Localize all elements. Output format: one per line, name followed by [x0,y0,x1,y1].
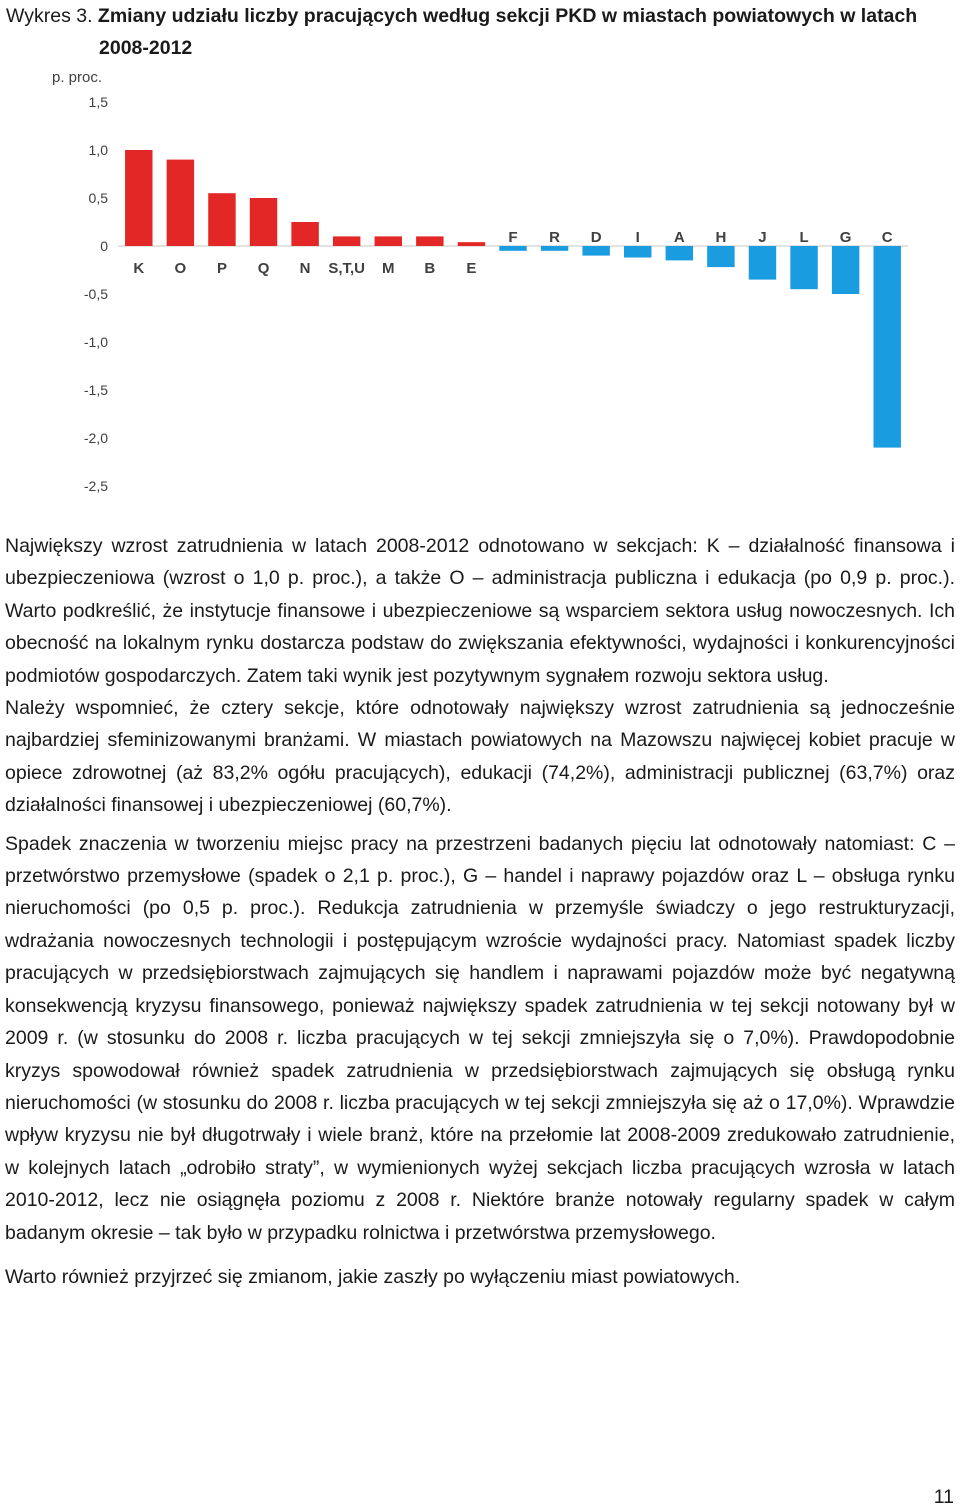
bar-chart [0,60,960,500]
y-axis-unit-label: p. proc. [52,69,103,86]
bar-e [458,242,485,246]
paragraph-4: Warto również przyjrzeć się zmianom, jakie zaszły po wyłączeniu miast powiatowych. [5,1265,741,1288]
y-tick-label: -0,5 [83,286,108,302]
y-tick-label: 0,5 [88,190,108,206]
category-label: I [635,229,640,246]
figure-title-line2: 2008-2012 [99,37,193,59]
bar-c [873,246,900,448]
category-label: B [424,260,436,277]
bar-stu [333,236,360,246]
category-label: N [299,260,311,277]
bar-r [541,246,568,251]
bar-l [790,246,817,289]
y-axis-ticks [84,94,108,494]
category-label: P [216,260,227,277]
figure-caption [6,0,956,64]
y-tick-label: 0 [100,238,108,254]
category-label: L [799,229,809,246]
y-tick-label: -1,5 [83,382,108,398]
paragraph-3: Spadek znaczenia w tworzeniu miejsc pracy na przestrzeni badanych pięciu lat odnotowały natomiast: C – przetwórstwo przemysłowe (spadek o 2,1 p. proc.), G – handel i naprawy pojazdów oraz L – obsługa rynku nieruchomości (po 0,5 p. proc.). Redukcja zatrudnienia w przemyśle świadczy o jego restrukturyzacji, wdrażania nowoczesnych technologii i postępującym wzroście wydajności pracy. Natomiast spadek liczby pracujących w przedsiębiorstwach zajmujących się handlem i naprawami pojazdów może być negatywną konsekwencją kryzysu finansowego, ponieważ największy spadek zatrudnienia w tej sekcji notowany był w 2009 r. (w stosunku do 2008 r. liczba pracujących w tej sekcji zmniejszyła się o 7,0%). Prawdopodobnie kryzys spowodował również spadek zatrudnienia w przedsiębiorstwach zajmujących się obsługą rynku nieruchomości (w stosunku do 2008 r. liczba pracujących w tej sekcji zmniejszyła się aż o 17,0%). Wprawdzie wpływ kryzysu nie był długotrwały i wiele branż, które na przełomie lat 2008-2009 zredukowało zatrudnienie, w kolejnych latach „odrobiło straty”, w wymienionych wyżej sekcjach liczba pracujących wzrosła w latach 2010-2012, lecz nie osiągnęła poziomu z 2008 r. Niektóre branże notowały regularny spadek w całym badanym okresie – tak było w przypadku rolnictwa i przetwórstwa przemysłowego. [5,832,955,1244]
category-label: J [758,229,767,246]
category-label: O [174,260,187,277]
category-label: D [590,229,602,246]
bar-j [749,246,776,280]
y-tick-label: 1,0 [88,142,108,158]
category-label: A [673,229,685,246]
y-tick-label: -2,0 [83,430,108,446]
bar-q [250,198,277,246]
paragraph-1: Największy wzrost zatrudnienia w latach 2008-2012 odnotowano w sekcjach: K – działalność finansowa i ubezpieczeniowa (wzrost o 1,0 p. proc.), a także O – administracja publiczna i edukacja (po 0,9 p. proc.). Warto podkreślić, że instytucje finansowe i ubezpieczeniowe są wsparciem sektora usług nowoczesnych. Ich obecność na lokalnym rynku dostarcza podstaw do zwiększania efektywności, wydajności i konkurencyjności podmiotów gospodarczych. Zatem taki wynik jest pozytywnym sygnałem rozwoju sektora usług. [5,535,955,687]
bar-p [208,193,235,246]
bar-g [832,246,859,294]
bar-h [707,246,734,267]
category-label: R [549,229,561,246]
category-label: C [881,229,893,246]
category-labels [133,229,892,277]
category-label: H [715,229,727,246]
bar-n [291,222,318,246]
y-tick-label: -1,0 [83,334,108,350]
category-label: S,T,U [328,260,366,277]
figure-title: Zmiany udziału liczby pracujących według sekcji PKD w miastach powiatowych w latach [97,5,918,27]
bar-m [375,236,402,246]
bar-k [125,150,152,246]
bar-o [167,160,194,246]
body-text [5,530,955,1299]
bar-i [624,246,651,258]
bar-d [582,246,609,256]
category-label: G [839,229,852,246]
bar-a [666,246,693,260]
category-label: Q [257,260,270,277]
y-tick-label: 1,5 [88,94,108,110]
category-label: F [508,229,518,246]
figure-number: Wykres 3. [6,5,98,27]
page-number: 11 [933,1486,954,1508]
y-tick-label: -2,5 [83,478,108,494]
paragraph-2: Należy wspomnieć, że cztery sekcje, które odnotowały największy wzrost zatrudnienia są jednocześnie najbardziej sfeminizowanymi branżami. W miastach powiatowych na Mazowszu najwięcej kobiet pracuje w opiece zdrowotnej (aż 83,2% ogółu pracujących), edukacji (74,2%), administracji publicznej (63,7%) oraz działalności finansowej i ubezpieczeniowej (60,7%). [5,697,955,817]
bar-b [416,236,443,246]
category-label: K [133,260,145,277]
bar-f [499,246,526,251]
bars [125,150,901,448]
category-label: E [466,260,477,277]
category-label: M [382,260,395,277]
